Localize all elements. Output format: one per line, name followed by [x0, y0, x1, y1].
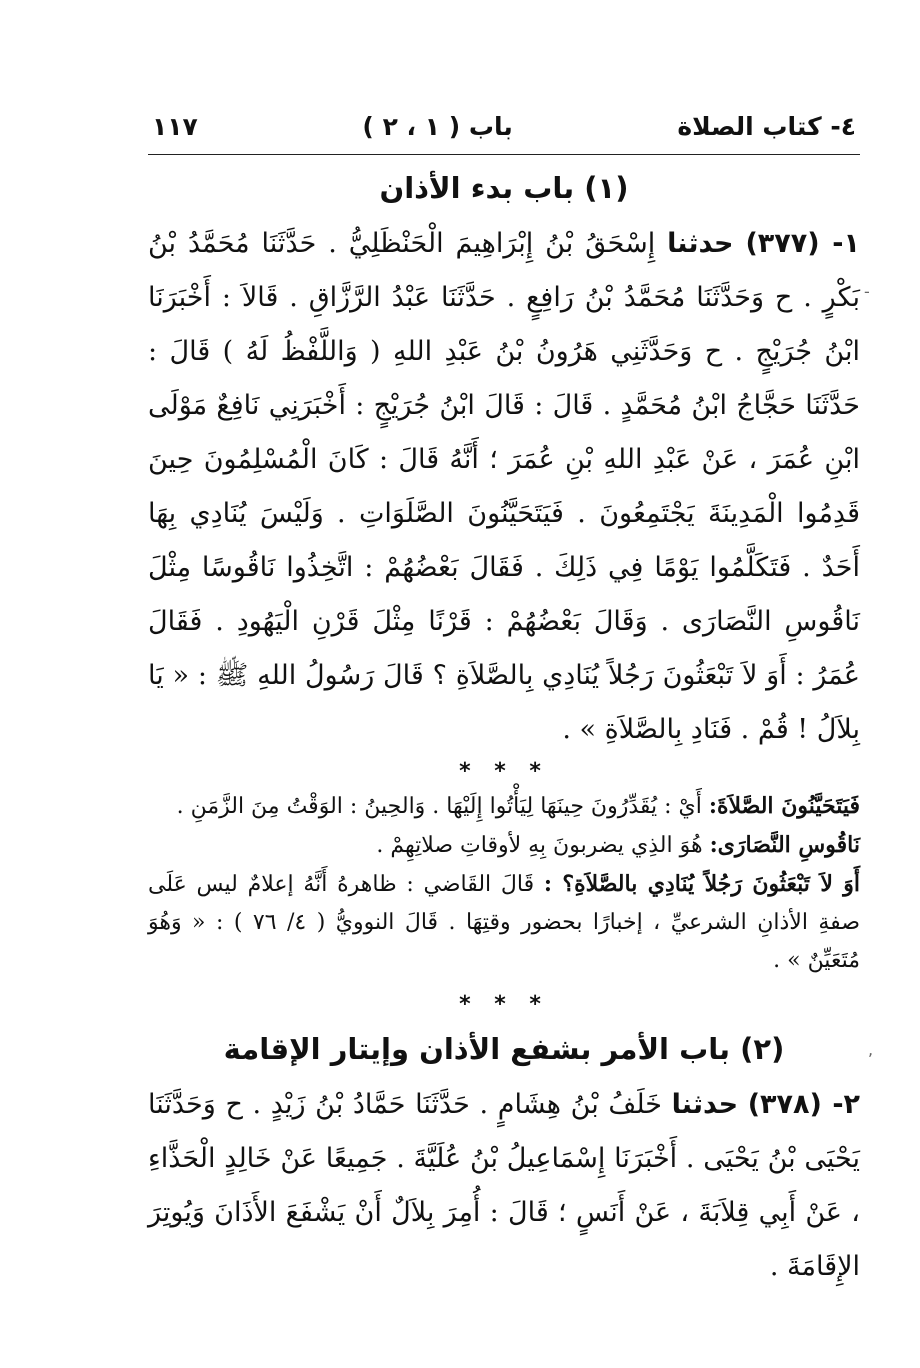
hadith-378: [148, 1078, 860, 1294]
note-3: [148, 865, 860, 980]
note-1: [148, 787, 860, 826]
hadith-377: [148, 217, 860, 757]
note-term: نَاقُوسِ النَّصَارَى:: [709, 832, 860, 858]
running-header: [148, 112, 860, 152]
separator: * * *: [459, 992, 549, 1017]
chapter-title-2: (٢) باب الأمر بشفع الأذان وإيتار الإقامة: [223, 1032, 785, 1066]
hadith-opening: حدثنا: [671, 1089, 739, 1120]
separator: * * *: [459, 759, 549, 784]
margin-mark: ,: [868, 1040, 874, 1059]
header-rule: [148, 154, 860, 155]
chapter-range: باب ( ١ ، ٢ ): [362, 112, 513, 141]
note-text: قَالَ القَاضي : ظاهرهُ أَنَّهُ إعلامٌ ليس عَلَى صفةِ الأذانِ الشرعيِّ ، إخبارًا بحضور وقتِهَا . قَالَ النوويُّ ( ٤/ ٧٦ ) : « وَهُوَ مُتَعَيِّنٌ » .: [148, 872, 860, 973]
margin-mark: -: [864, 282, 870, 301]
page-number: ١١٧: [152, 112, 198, 141]
hadith-text: خَلَفُ بْنُ هِشَامٍ . حَدَّثَنَا حَمَّادُ بْنُ زَيْدٍ . ح وَحَدَّثَنَا يَحْيَى بْنُ يَحْيَى . أَخْبَرَنَا إِسْمَاعِيلُ بْنُ عُلَيَّةَ . جَمِيعًا عَنْ خَالِدٍ الْحَذَّاءِ ، عَنْ أَبِي قِلاَبَةَ ، عَنْ أَنَسٍ ؛ قَالَ : أُمِرَ بِلاَلٌ أَنْ يَشْفَعَ الأَذَانَ وَيُوتِرَ الإِقَامَةَ .: [148, 1089, 860, 1282]
note-term: أَوَ لاَ تَبْعَثُونَ رَجُلاً يُنَادِي بالصَّلاَةِ؟ :: [543, 871, 861, 897]
note-text: هُوَ الذِي يضربونَ بِهِ لأوقاتِ صلاتِهِمْ .: [376, 833, 703, 858]
hadith-opening: حدثنا: [667, 228, 734, 259]
book-title: ٤- كتاب الصلاة: [677, 112, 856, 141]
note-term: فَيَتَحَيَّنُونَ الصَّلاَةَ:: [708, 793, 860, 819]
hadith-number: ١- (٣٧٧): [745, 228, 860, 259]
book-page: [148, 112, 860, 1294]
hadith-text: إِسْحَقُ بْنُ إِبْرَاهِيمَ الْحَنْظَلِيُّ . حَدَّثَنَا مُحَمَّدُ بْنُ بَكْرٍ . ح وَحَدَّثَنَا مُحَمَّدُ بْنُ رَافِعٍ . حَدَّثَنَا عَبْدُ الرَّزَّاقِ . قَالاَ : أَخْبَرَنَا ابْنُ جُرَيْجٍ . ح وَحَدَّثَنِي هَرُونُ بْنُ عَبْدِ اللهِ ( وَاللَّفْظُ لَهُ ) قَالَ : حَدَّثَنَا حَجَّاجُ ابْنُ مُحَمَّدٍ . قَالَ : قَالَ ابْنُ جُرَيْجٍ : أَخْبَرَنِي نَافِعٌ مَوْلَى ابْنِ عُمَرَ ، عَنْ عَبْدِ اللهِ بْنِ عُمَرَ ؛ أَنَّهُ قَالَ : كَانَ الْمُسْلِمُونَ حِينَ قَدِمُوا الْمَدِينَةَ يَجْتَمِعُونَ . فَيَتَحَيَّنُونَ الصَّلَوَاتِ . وَلَيْسَ يُنَادِي بِهَا أَحَدٌ . فَتَكَلَّمُوا يَوْمًا فِي ذَلِكَ . فَقَالَ بَعْضُهُمْ : اتَّخِذُوا نَاقُوسًا مِثْلَ نَاقُوسِ النَّصَارَى . وَقَالَ بَعْضُهُمْ : قَرْنًا مِثْلَ قَرْنِ الْيَهُودِ . فَقَالَ عُمَرُ : أَوَ لاَ تَبْعَثُونَ رَجُلاً يُنَادِي بِالصَّلاَةِ ؟ قَالَ رَسُولُ اللهِ ﷺ : « يَا بِلاَلُ ! قُمْ . فَنَادِ بِالصَّلاَةِ » .: [148, 228, 860, 745]
hadith-number: ٢- (٣٧٨): [747, 1089, 861, 1120]
note-text: أَيْ : يُقَدِّرُونَ حِينَهَا لِيَأْتُوا إِلَيْهَا . وَالحِينُ : الوَقْتُ مِنَ الزَّمَنِ .: [176, 794, 702, 819]
note-2: [148, 826, 860, 865]
chapter-title-1: (١) باب بدء الأذان: [379, 171, 629, 205]
